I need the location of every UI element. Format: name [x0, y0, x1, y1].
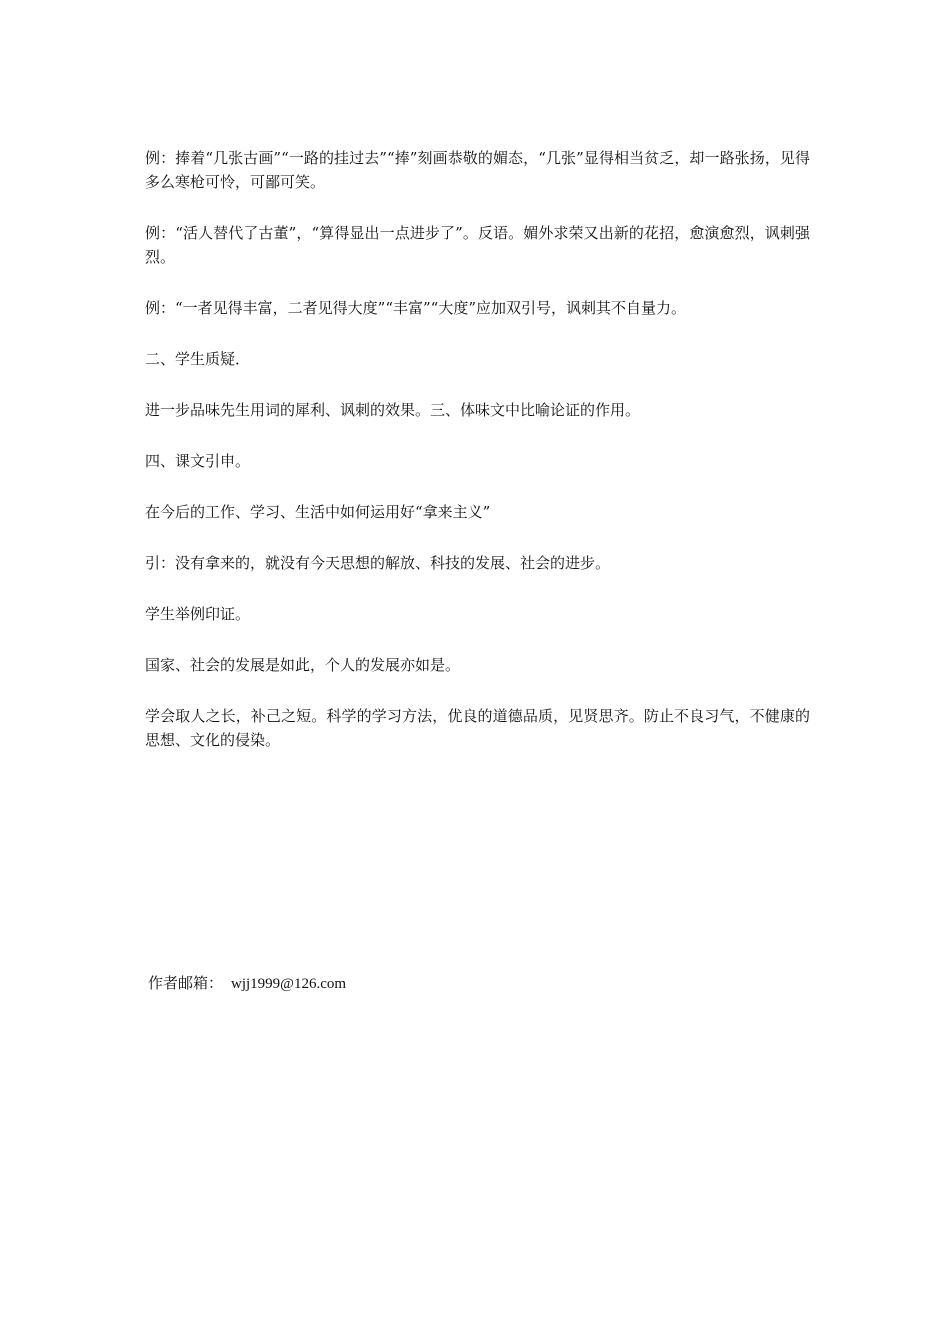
paragraph-student-examples: 学生举例印证。	[145, 605, 251, 623]
paragraph-further-study: 进一步品味先生用词的犀利、讽刺的效果。三、体味文中比喻论证的作用。	[145, 401, 641, 419]
paragraph-guidance: 引：没有拿来的，就没有今天思想的解放、科技的发展、社会的进步。	[145, 554, 611, 572]
paragraph-example-3: 例：“一者见得丰富，二者见得大度”“丰富”“大度”应加双引号，讽刺其不自量力。	[145, 299, 687, 317]
section-heading-student-questions: 二、学生质疑．	[145, 350, 251, 368]
author-email-label: 作者邮箱：	[148, 974, 224, 992]
paragraph-conclusion: 学会取人之长，补己之短。科学的学习方法，优良的道德品质，见贤思齐。防止不良习气，不健康的思想、文化的侵染。	[145, 707, 810, 749]
author-email-address[interactable]: wjj1999@126.com	[231, 976, 347, 992]
document-body	[145, 146, 810, 779]
author-email-line	[148, 971, 346, 996]
paragraph-example-2: 例：“活人替代了古董”，“算得显出一点进步了”。反语。媚外求荣又出新的花招，愈演愈烈，讽刺强烈。	[145, 224, 810, 266]
section-heading-text-extension: 四、课文引申。	[145, 452, 251, 470]
paragraph-question: 在今后的工作、学习、生活中如何运用好“拿来主义”	[145, 503, 491, 521]
paragraph-development: 国家、社会的发展是如此，个人的发展亦如是。	[145, 656, 461, 674]
paragraph-example-1: 例：捧着“几张古画”“一路的挂过去”“捧”刻画恭敬的媚态，“几张”显得相当贫乏，却一路张扬，见得多么寒枪可怜，可鄙可笑。	[145, 149, 810, 191]
